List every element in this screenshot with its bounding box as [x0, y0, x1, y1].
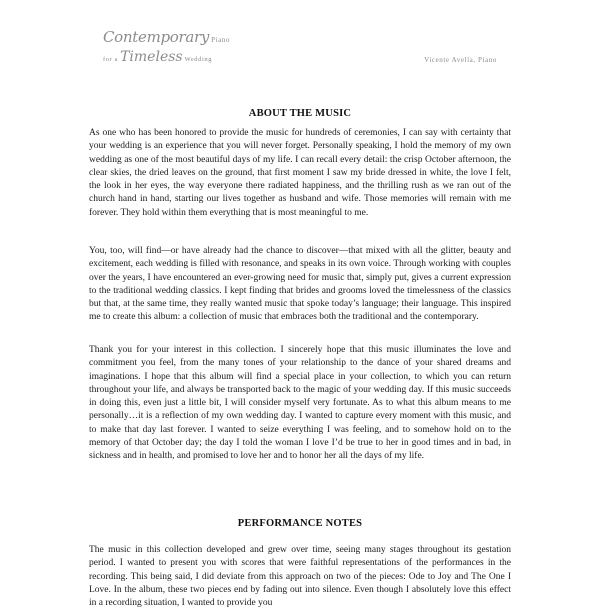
about-paragraph-2: You, too, will find—or have already had the chance to discover—that mixed with all the glitter, beauty and excitement, each wedding is filled with resonance, and speaks in its own voice. Through working with couples over the years, I have encountered an ever-growing need for music that, simply put, gives a current expression to the traditional wedding classics. I kept finding that brides and grooms loved the timelessness of the classics but that, at the same time, they really wanted music that spoke today’s language; their language. This inspired me to create this album: a collection of music that embraces both the traditional and the contemporary. [89, 246, 511, 323]
author-credit: Vicente Avella, Piano [424, 56, 497, 64]
logo-script-timeless: Timeless [120, 49, 183, 65]
logo-text-wedding: Wedding [184, 56, 213, 63]
logo-text-for-a: for a [103, 56, 119, 63]
about-paragraph-1: As one who has been honored to provide the music for hundreds of ceremonies, I can say with certainty that your wedding is an experience that you will never forget. Personally speaking, I hold the memory of my own wedding as one of the most beautiful days of my life. I can recall every detail: the crisp October afternoon, the clear skies, the dried leaves on the ground, that first moment I saw my bride dressed in white, the love I felt, the look in her eyes, the way everyone there radiated happiness, and the thrilling rush as we ran out of the church hand in hand, starting our lives together as husband and wife. Those memories will remain with me forever. They hold within them everything that is most meaningful to me. [89, 128, 511, 218]
performance-paragraph: The music in this collection developed and grew over time, seeing many stages throughout its gestation period. I wanted to present you with scores that were faithful representations of the performances in the recording. This being said, I did deviate from this approach on two of the pieces: Ode to Joy and The One I Love. In the album, these two pieces end by fading out into silence. Even though I absolutely love this effect in a recording situation, I wanted to provide you [89, 545, 511, 609]
logo-text-piano: Piano [211, 36, 231, 44]
section-title-performance: PERFORMANCE NOTES [237, 518, 363, 529]
about-paragraph-3: Thank you for your interest in this collection. I sincerely hope that this music illuminates the love and commitment you feel, from the many tones of your relationship to the dance of your shared dreams and imaginations. I hope that this album will find a special place in your collection, to which you can return throughout your life, and always be transported back to the magic of your wedding day. If this music succeeds in doing this, even just a little bit, I will consider myself very fortunate. As to what this album means to me personally…it is a reflection of my own wedding day. I wanted to capture every moment with this music, and to make that day last forever. I wanted to seize everything I was feeling, and to somehow hold on to the memory of that October day; the day I told the woman I love I’d be true to her in good times and in bad, in sickness and in health, and promised to love her and to honor her all the days of my life. [89, 345, 511, 462]
album-logo [103, 28, 238, 72]
section-title-about: ABOUT THE MUSIC [248, 108, 352, 119]
logo-script-contemporary: Contemporary [103, 28, 210, 46]
